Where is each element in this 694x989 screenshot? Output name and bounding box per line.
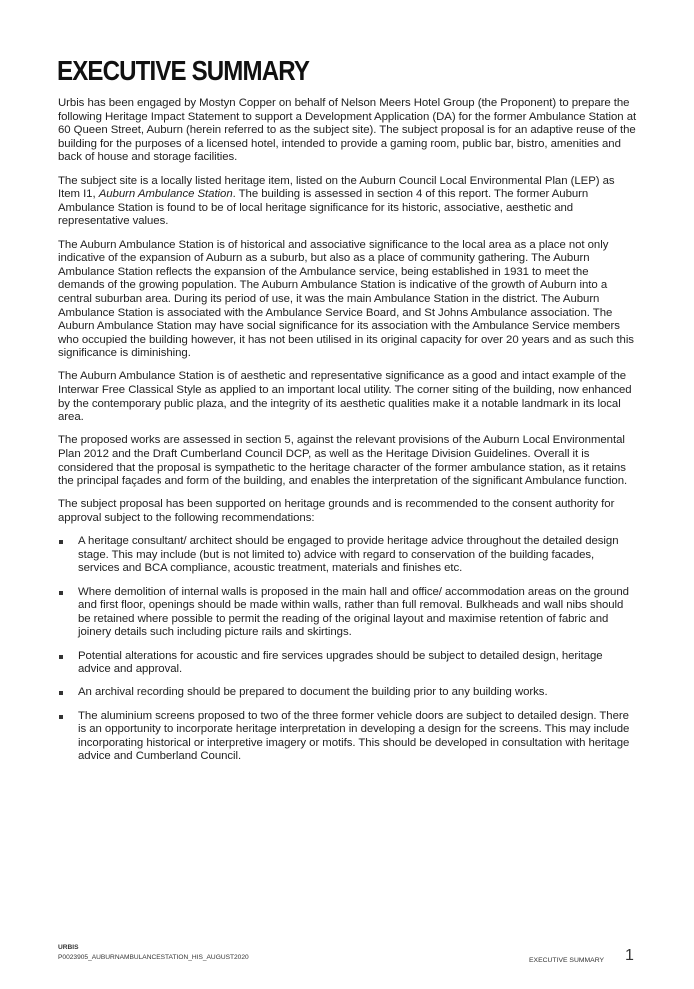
listing-text-start: The subject site is a locally listed heritage item, listed on the Auburn Council Local Environmental Plan (LEP) as Item I1, — [58, 174, 615, 201]
bullet-icon — [59, 591, 63, 595]
list-item: An archival recording should be prepared to document the building prior to any building works. — [58, 686, 638, 700]
page-number: 1 — [625, 947, 634, 964]
list-item: A heritage consultant/ architect should be engaged to provide heritage advice throughout the detailed design stage. This may include (but is not limited to) advice with regard to conservation of the building facades, services and BCA compliance, acoustic treatment, materials and finishes etc. — [58, 535, 638, 576]
summary-body — [58, 97, 638, 773]
bullet-icon — [59, 540, 63, 544]
footer-brand: URBIS — [58, 944, 79, 951]
footer-section-title: EXECUTIVE SUMMARY — [529, 957, 605, 964]
paragraph-recommendation-intro: The subject proposal has been supported on heritage grounds and is recommended to the consent authority for approval subject to the following recommendations: — [58, 498, 615, 524]
list-item: Where demolition of internal walls is proposed in the main hall and office/ accommodation areas on the ground and first floor, openings should be made within walls, rather than full removal. Bulkheads and wall nibs should be retained where possible to permit the reading of the original layout and maximise retention of fabric and joinery details such including picture rails and skirtings. — [58, 586, 638, 640]
page-title: EXECUTIVE SUMMARY — [57, 55, 310, 86]
paragraph-proposed-works: The proposed works are assessed in section 5, against the relevant provisions of the Auburn Local Environmental Plan 2012 and the Draft Cumberland Council DCP, as well as the Heritage Division Guidelines. Overall it is considered that the proposal is sympathetic to the heritage character of the former ambulance station, as it retains the principal façades and form of the building, and enables the interpretation of the significant Ambulance function. — [58, 434, 628, 488]
listing-text-end: . The building is assessed in section 4 of this report. The former Auburn Ambulance Station is found to be of local heritage significance for its historic, associative, aesthetic and representative values. — [58, 188, 589, 228]
list-item: Potential alterations for acoustic and fire services upgrades should be subject to detailed design, heritage advice and approval. — [58, 650, 638, 677]
bullet-icon — [59, 691, 63, 695]
footer-document-info — [58, 943, 249, 963]
paragraph-aesthetic-significance: The Auburn Ambulance Station is of aesthetic and representative significance as a good and intact example of the Interwar Free Classical Style as applied to an important local utility. The corner siting of the building, now enhanced by the contemporary public plaza, and the integrity of its aesthetic qualities make it a notable landmark in its local area. — [58, 370, 632, 424]
bullet-icon — [59, 655, 63, 659]
paragraph-intro: Urbis has been engaged by Mostyn Copper on behalf of Nelson Meers Hotel Group (the Proponent) to prepare the following Heritage Impact Statement to support a Development Application (DA) for the former Ambulance Station at 60 Queen Street, Auburn (herein referred to as the subject site). The subject proposal is for an adaptive reuse of the building for the purposes of a licensed hotel, intended to provide a gaming room, public bar, bistro, amenities and back of house and storage facilities. — [58, 97, 637, 164]
bullet-icon — [59, 715, 63, 719]
list-item: The aluminium screens proposed to two of the three former vehicle doors are subject to detailed design. There is an opportunity to incorporate heritage interpretation in developing a design for the screens. This may include incorporating historical or interpretive imagery or motifs. This should be developed in consultation with heritage advice and Cumberland Council. — [58, 710, 638, 764]
item-name: Auburn Ambulance Station — [98, 188, 233, 201]
paragraph-listing — [58, 175, 638, 229]
footer-doc-ref: P0023905_AUBURNAMBULANCESTATION_HIS_AUGUST2020 — [58, 954, 249, 961]
paragraph-historical-significance: The Auburn Ambulance Station is of historical and associative significance to the local area as a place not only indicative of the expansion of Auburn as a suburb, but also as a place of community gathering. The Auburn Ambulance Station reflects the expansion of the Ambulance service, being established in 1931 to meet the demands of the growing population. The Auburn Ambulance Station is indicative of the growth of Auburn into a central suburban area. During its period of use, it was the main Ambulance Station in the district. The Auburn Ambulance Station is associated with the Ambulance Service Board, and St Johns Ambulance association. The Auburn Ambulance Station may have social significance for its association with the Ambulance Service members who occupied the building however, it has not been utilised in its original capacity for over 20 years and as such this significance is diminishing. — [58, 238, 634, 360]
recommendations-list — [58, 535, 638, 764]
